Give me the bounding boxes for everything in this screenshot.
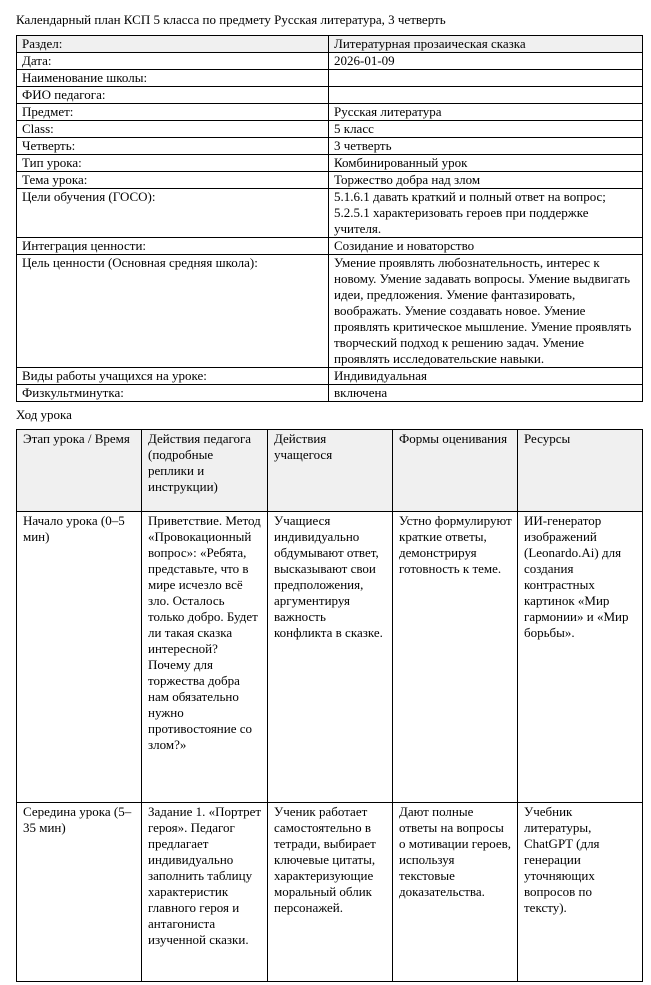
info-row [17, 36, 643, 53]
info-label: Предмет: [17, 104, 329, 121]
info-value: Торжество добра над злом [329, 172, 643, 189]
info-row [17, 189, 643, 238]
info-value: Созидание и новаторство [329, 238, 643, 255]
info-label: Раздел: [17, 36, 329, 53]
info-row [17, 368, 643, 385]
info-value: 3 четверть [329, 138, 643, 155]
plan-cell: ИИ-генератор изображений (Leonardo.Ai) для создания контрастных картинок «Мир гармонии» и «Мир борьбы». [518, 512, 643, 803]
info-value: Индивидуальная [329, 368, 643, 385]
plan-row [17, 803, 643, 982]
info-row [17, 87, 643, 104]
info-label: Физкультминутка: [17, 385, 329, 402]
info-row [17, 53, 643, 70]
info-value: включена [329, 385, 643, 402]
info-value: 5.1.6.1 давать краткий и полный ответ на вопрос; 5.2.5.1 характеризовать героев при поддержке учителя. [329, 189, 643, 238]
lesson-flow-label: Ход урока [16, 407, 72, 422]
info-value: Русская литература [329, 104, 643, 121]
plan-cell: Учащиеся индивидуально обдумывают ответ, высказывают свои предположения, аргументируя важность конфликта в сказке. [268, 512, 393, 803]
lesson-info-table [16, 35, 643, 402]
info-label: Цели обучения (ГОСО): [17, 189, 329, 238]
info-label: Дата: [17, 53, 329, 70]
plan-row [17, 512, 643, 803]
info-label: Тема урока: [17, 172, 329, 189]
info-row [17, 255, 643, 368]
plan-cell: Дают полные ответы на вопросы о мотивации героев, используя текстовые доказательства. [393, 803, 518, 982]
plan-cell: Устно формулируют краткие ответы, демонстрируя готовность к теме. [393, 512, 518, 803]
plan-header-cell: Формы оценивания [393, 430, 518, 512]
info-label: Четверть: [17, 138, 329, 155]
info-row [17, 70, 643, 87]
plan-header-cell: Ресурсы [518, 430, 643, 512]
plan-header-cell: Действия учащегося [268, 430, 393, 512]
info-label: Интеграция ценности: [17, 238, 329, 255]
info-label: Виды работы учащихся на уроке: [17, 368, 329, 385]
info-label: ФИО педагога: [17, 87, 329, 104]
plan-cell: Середина урока (5–35 мин) [17, 803, 142, 982]
plan-header-cell: Этап урока / Время [17, 430, 142, 512]
plan-cell: Ученик работает самостоятельно в тетради, выбирает ключевые цитаты, характеризующие моральный облик персонажей. [268, 803, 393, 982]
info-row [17, 138, 643, 155]
plan-header-cell: Действия педагога (подробные реплики и инструкции) [142, 430, 268, 512]
info-row [17, 121, 643, 138]
info-label: Цель ценности (Основная средняя школа): [17, 255, 329, 368]
info-label: Class: [17, 121, 329, 138]
info-value [329, 70, 643, 87]
info-value: 5 класс [329, 121, 643, 138]
plan-cell: Приветствие. Метод «Провокационный вопрос»: «Ребята, представьте, что в мире исчезло всё зло. Осталось только добро. Будет ли такая сказка интересной? Почему для торжества добра нам обязательно нужно противостояние со злом?» [142, 512, 268, 803]
plan-cell: Учебник литературы, ChatGPT (для генерации уточняющих вопросов по тексту). [518, 803, 643, 982]
document-title: Календарный план КСП 5 класса по предмету Русская литература, 3 четверть [16, 12, 446, 27]
info-row [17, 385, 643, 402]
info-row [17, 104, 643, 121]
plan-header-row [17, 430, 643, 512]
info-value: Умение проявлять любознательность, интерес к новому. Умение задавать вопросы. Умение выдвигать идеи, предложения. Умение фантазировать, воображать. Умение создавать новое. Умение проявлять критическое мышление. Умение проявлять творческий подход к решению задач. Умение проявлять исследовательские навыки. [329, 255, 643, 368]
info-value: Комбинированный урок [329, 155, 643, 172]
info-row [17, 155, 643, 172]
plan-cell: Начало урока (0–5 мин) [17, 512, 142, 803]
info-value: 2026-01-09 [329, 53, 643, 70]
info-row [17, 172, 643, 189]
info-label: Тип урока: [17, 155, 329, 172]
plan-cell: Задание 1. «Портрет героя». Педагог предлагает индивидуально заполнить таблицу характеристик главного героя и антагониста изученной сказки. [142, 803, 268, 982]
info-row [17, 238, 643, 255]
lesson-plan-table [16, 429, 643, 982]
info-label: Наименование школы: [17, 70, 329, 87]
info-value: Литературная прозаическая сказка [329, 36, 643, 53]
info-value [329, 87, 643, 104]
